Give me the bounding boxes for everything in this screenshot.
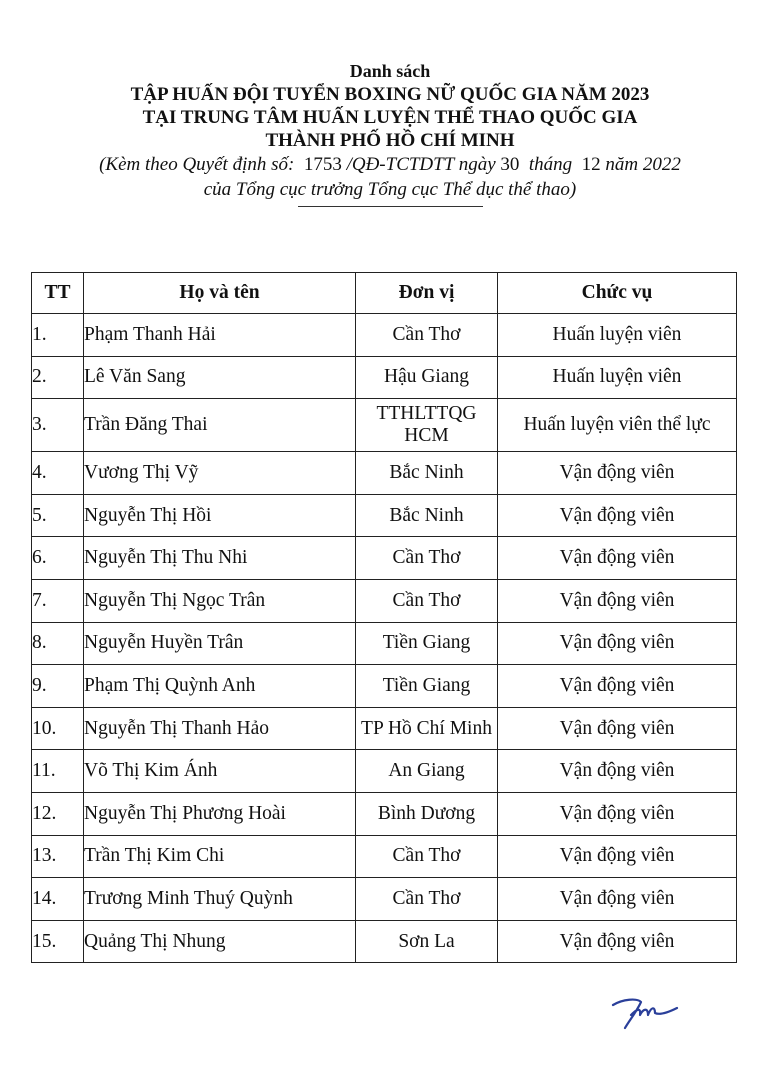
table-row xyxy=(32,920,737,963)
athlete-name: Nguyễn Thị Phương Hoài xyxy=(84,792,356,835)
table-row xyxy=(32,494,737,537)
document-header xyxy=(0,60,780,207)
role-name: Vận động viên xyxy=(498,494,737,537)
unit-name: Bắc Ninh xyxy=(356,452,498,495)
unit-name: Bình Dương xyxy=(356,792,498,835)
row-number: 7. xyxy=(32,579,84,622)
column-header-tt: TT xyxy=(32,273,84,314)
athlete-name: Phạm Thanh Hải xyxy=(84,314,356,357)
unit-name: Cần Thơ xyxy=(356,314,498,357)
athlete-name: Phạm Thị Quỳnh Anh xyxy=(84,665,356,708)
unit-name: Tiền Giang xyxy=(356,665,498,708)
role-name: Vận động viên xyxy=(498,750,737,793)
table-row xyxy=(32,878,737,921)
header-divider xyxy=(298,206,483,207)
table-row xyxy=(32,356,737,399)
athlete-name: Lê Văn Sang xyxy=(84,356,356,399)
roster-table xyxy=(31,272,737,963)
unit-name: TTHLTTQG HCM xyxy=(356,399,498,452)
role-name: Huấn luyện viên xyxy=(498,356,737,399)
athlete-name: Trần Thị Kim Chi xyxy=(84,835,356,878)
row-number: 10. xyxy=(32,707,84,750)
row-number: 13. xyxy=(32,835,84,878)
row-number: 14. xyxy=(32,878,84,921)
role-name: Vận động viên xyxy=(498,920,737,963)
row-number: 11. xyxy=(32,750,84,793)
role-name: Vận động viên xyxy=(498,792,737,835)
row-number: 8. xyxy=(32,622,84,665)
table-row xyxy=(32,835,737,878)
decision-prefix: (Kèm theo Quyết định số: xyxy=(99,154,295,175)
role-name: Huấn luyện viên xyxy=(498,314,737,357)
row-number: 15. xyxy=(32,920,84,963)
role-name: Vận động viên xyxy=(498,452,737,495)
unit-name: Cần Thơ xyxy=(356,537,498,580)
row-number: 3. xyxy=(32,399,84,452)
athlete-name: Trương Minh Thuý Quỳnh xyxy=(84,878,356,921)
decision-month-label: tháng xyxy=(528,154,573,175)
athlete-name: Quảng Thị Nhung xyxy=(84,920,356,963)
unit-name: Cần Thơ xyxy=(356,579,498,622)
doc-subtitle-3: THÀNH PHỐ HỒ CHÍ MINH xyxy=(265,130,515,151)
athlete-name: Nguyễn Huyền Trân xyxy=(84,622,356,665)
decision-authority: của Tổng cục trưởng Tổng cục Thể dục thể thao) xyxy=(203,179,577,200)
decision-reference xyxy=(0,152,780,177)
doc-title: Danh sách xyxy=(349,61,431,81)
table-row xyxy=(32,622,737,665)
role-name: Vận động viên xyxy=(498,579,737,622)
row-number: 9. xyxy=(32,665,84,708)
row-number: 12. xyxy=(32,792,84,835)
row-number: 5. xyxy=(32,494,84,537)
unit-name: Tiền Giang xyxy=(356,622,498,665)
unit-name: Hậu Giang xyxy=(356,356,498,399)
doc-subtitle-1: TẬP HUẤN ĐỘI TUYỂN BOXING NỮ QUỐC GIA NĂM 2023 xyxy=(130,84,650,105)
unit-name: Cần Thơ xyxy=(356,878,498,921)
table-row xyxy=(32,452,737,495)
decision-number: 1753 xyxy=(303,154,342,175)
column-header-unit: Đơn vị xyxy=(356,273,498,314)
athlete-name: Nguyễn Thị Ngọc Trân xyxy=(84,579,356,622)
role-name: Vận động viên xyxy=(498,622,737,665)
table-row xyxy=(32,665,737,708)
table-header-row xyxy=(32,273,737,314)
doc-subtitle-2: TẠI TRUNG TÂM HUẤN LUYỆN THỂ THAO QUỐC GIA xyxy=(142,107,638,128)
column-header-role: Chức vụ xyxy=(498,273,737,314)
unit-name: TP Hồ Chí Minh xyxy=(356,707,498,750)
unit-name: An Giang xyxy=(356,750,498,793)
table-row xyxy=(32,399,737,452)
decision-code: /QĐ-TCTDTT ngày xyxy=(346,154,496,175)
row-number: 6. xyxy=(32,537,84,580)
athlete-name: Võ Thị Kim Ánh xyxy=(84,750,356,793)
table-row xyxy=(32,314,737,357)
athlete-name: Nguyễn Thị Thanh Hảo xyxy=(84,707,356,750)
athlete-name: Nguyễn Thị Hồi xyxy=(84,494,356,537)
row-number: 1. xyxy=(32,314,84,357)
table-row xyxy=(32,579,737,622)
role-name: Vận động viên xyxy=(498,665,737,708)
athlete-name: Vương Thị Vỹ xyxy=(84,452,356,495)
role-name: Vận động viên xyxy=(498,835,737,878)
table-row xyxy=(32,792,737,835)
role-name: Vận động viên xyxy=(498,878,737,921)
decision-day: 30 xyxy=(500,154,520,175)
role-name: Huấn luyện viên thể lực xyxy=(498,399,737,452)
athlete-name: Nguyễn Thị Thu Nhi xyxy=(84,537,356,580)
unit-name: Bắc Ninh xyxy=(356,494,498,537)
table-row xyxy=(32,750,737,793)
unit-name: Cần Thơ xyxy=(356,835,498,878)
handwritten-signature-icon xyxy=(607,993,687,1033)
column-header-name: Họ và tên xyxy=(84,273,356,314)
unit-name: Sơn La xyxy=(356,920,498,963)
table-row xyxy=(32,707,737,750)
row-number: 2. xyxy=(32,356,84,399)
decision-month: 12 xyxy=(581,154,601,175)
role-name: Vận động viên xyxy=(498,707,737,750)
decision-year: năm 2022 xyxy=(605,154,681,175)
row-number: 4. xyxy=(32,452,84,495)
role-name: Vận động viên xyxy=(498,537,737,580)
table-row xyxy=(32,537,737,580)
athlete-name: Trần Đăng Thai xyxy=(84,399,356,452)
